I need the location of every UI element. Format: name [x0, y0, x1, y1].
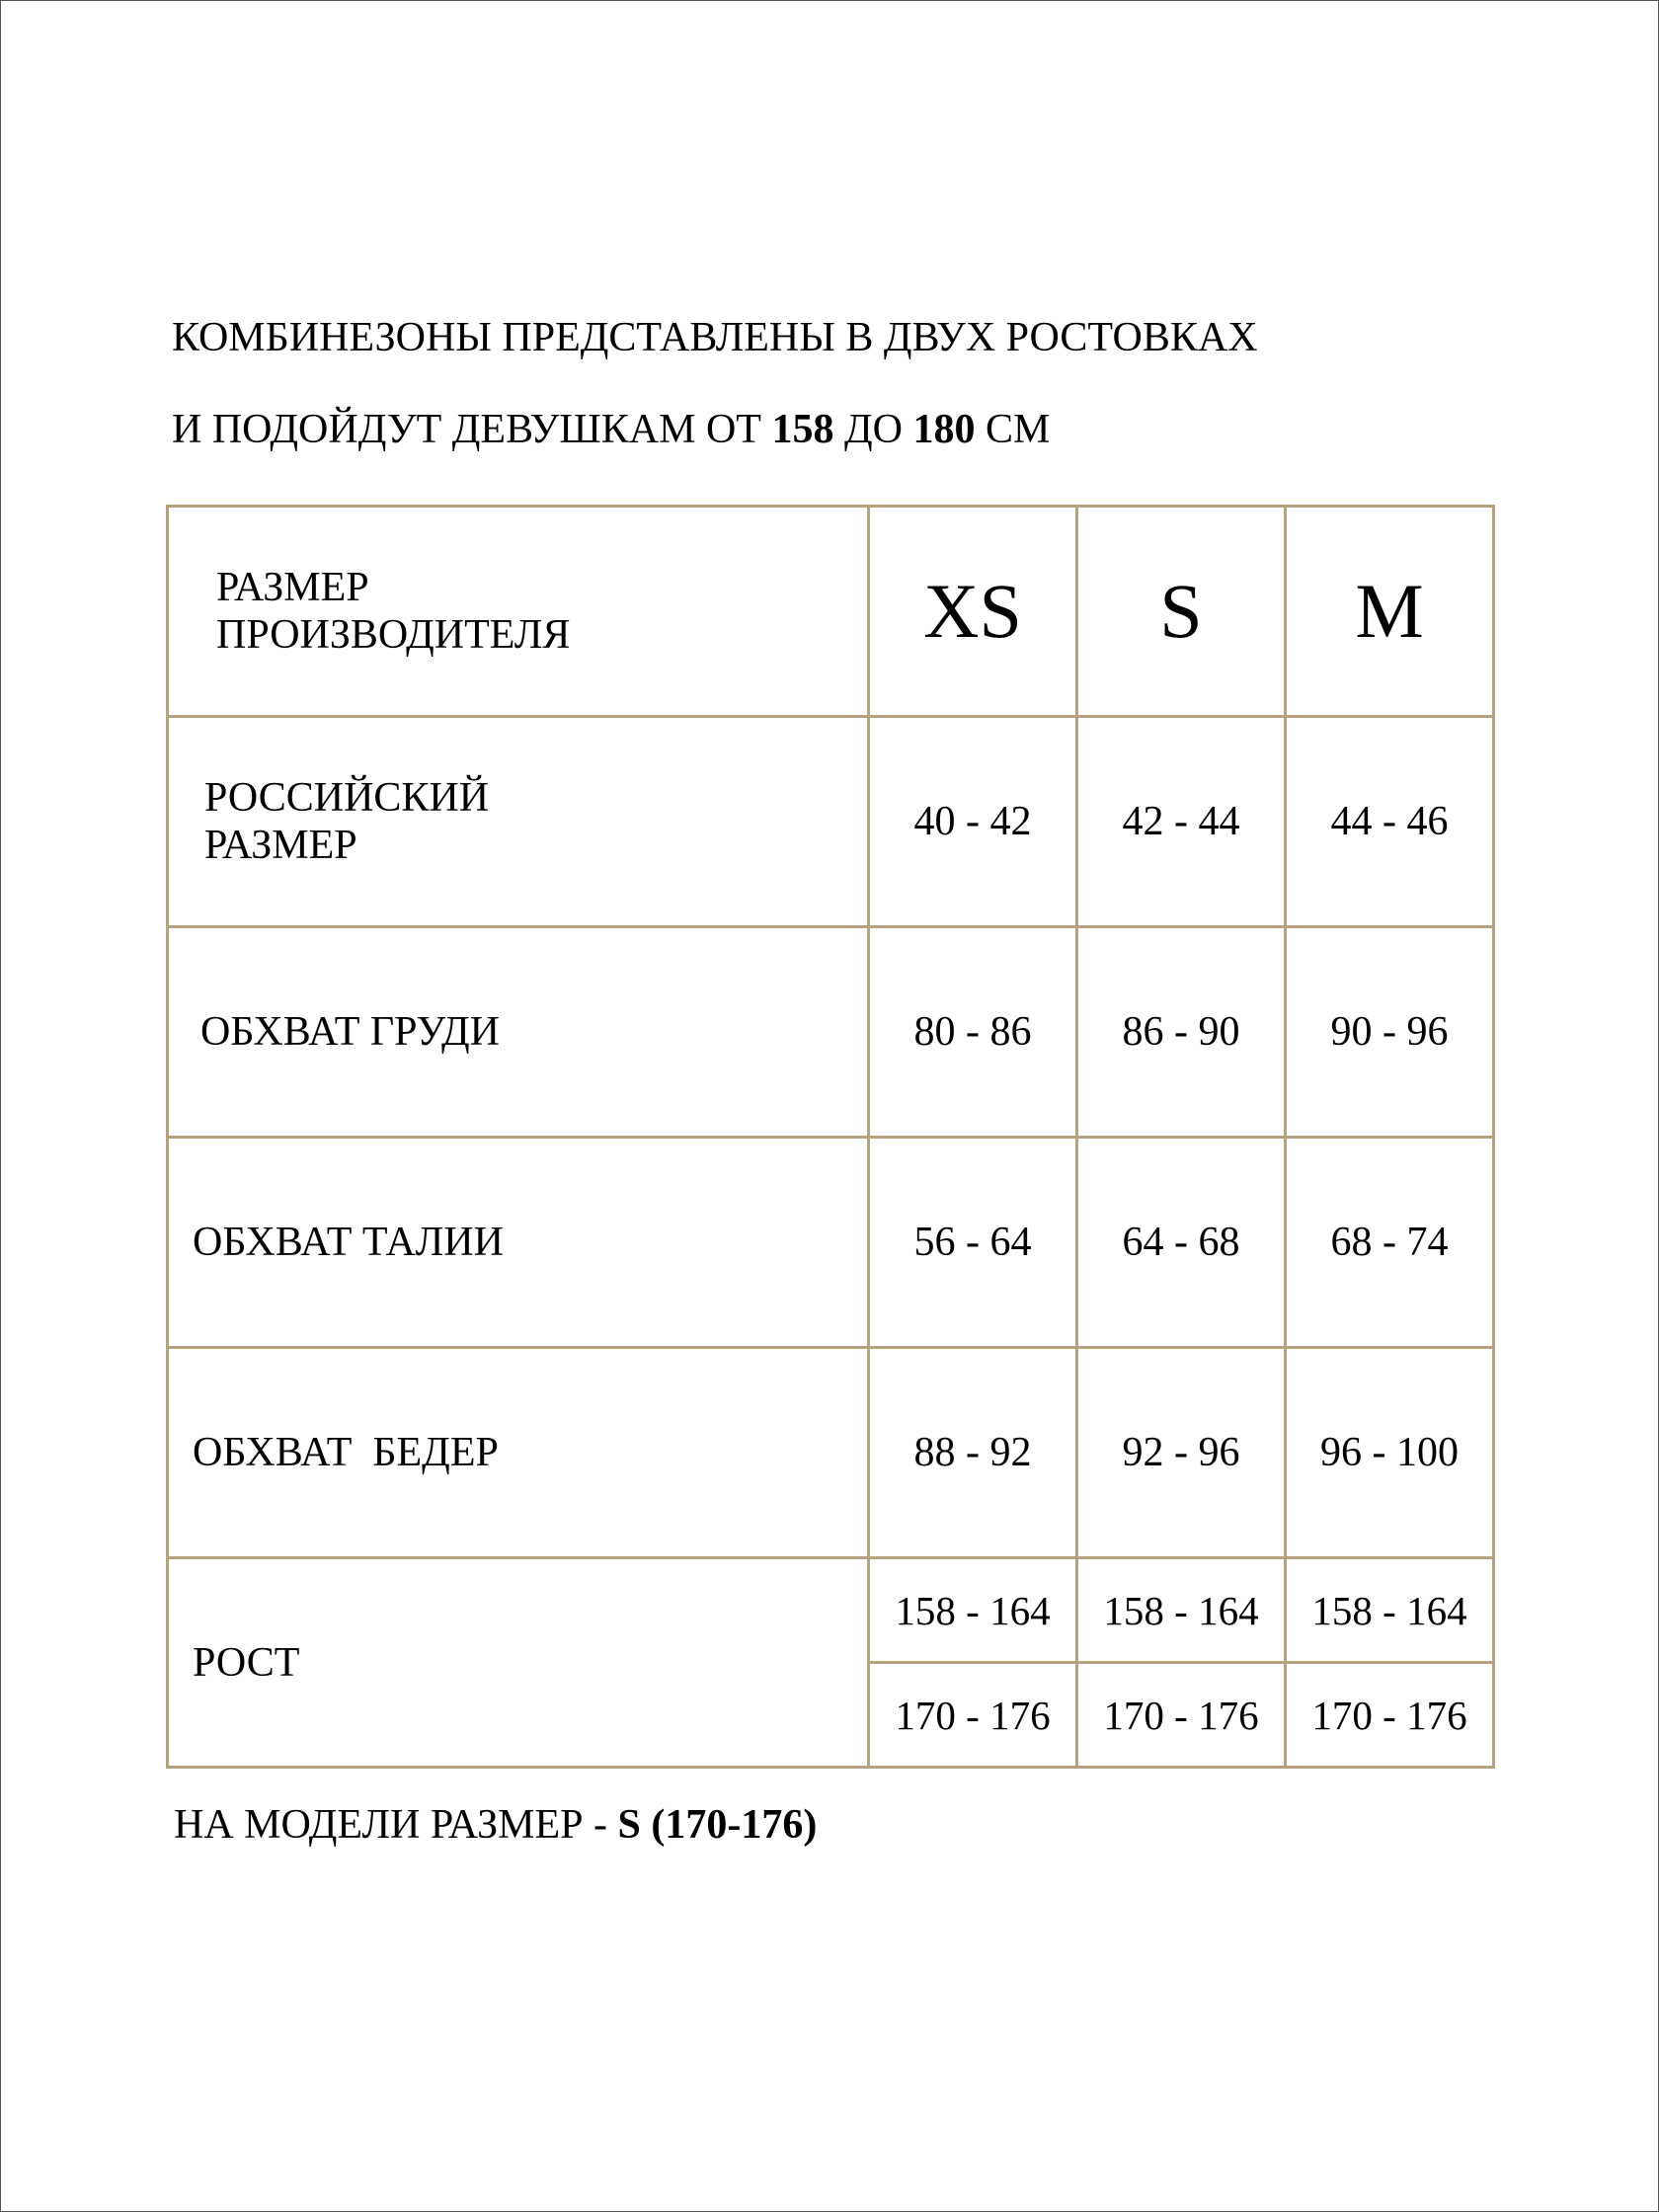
size-xs-header: XS: [869, 507, 1077, 717]
table-row-hips: [168, 1348, 1494, 1558]
height-short-m: 158 - 164: [1286, 1558, 1494, 1663]
table-row-chest: [168, 927, 1494, 1138]
chest-label: ОБХВАТ ГРУДИ: [200, 1009, 500, 1055]
hips-s: 92 - 96: [1077, 1348, 1286, 1558]
chest-m: 90 - 96: [1286, 927, 1494, 1138]
chest-s: 86 - 90: [1077, 927, 1286, 1138]
russian-size-label: [169, 774, 867, 869]
intro-line-2-mid: ДО: [833, 407, 913, 452]
russian-size-m: 44 - 46: [1286, 717, 1494, 927]
height-label-cell: [168, 1558, 869, 1768]
height-tall-xs: 170 - 176: [869, 1663, 1077, 1768]
table-row-height-short: [168, 1558, 1494, 1663]
russian-size-label-line-1: РОССИЙСКИЙ: [204, 775, 490, 821]
model-size-note: [174, 1800, 817, 1850]
hips-label-cell: [168, 1348, 869, 1558]
intro-line-2: [172, 405, 1050, 454]
russian-size-s: 42 - 44: [1077, 717, 1286, 927]
height-tall-m: 170 - 176: [1286, 1663, 1494, 1768]
header-label-cell: [168, 507, 869, 717]
model-size-prefix: НА МОДЕЛИ РАЗМЕР -: [174, 1802, 618, 1848]
model-size-value: S (170-176): [617, 1802, 818, 1848]
hips-m: 96 - 100: [1286, 1348, 1494, 1558]
russian-size-xs: 40 - 42: [869, 717, 1077, 927]
intro-line-2-prefix: И ПОДОЙДУТ ДЕВУШКАМ ОТ: [172, 407, 772, 452]
manufacturer-size-label: [169, 564, 867, 659]
waist-label: ОБХВАТ ТАЛИИ: [193, 1220, 504, 1265]
russian-size-label-cell: [168, 717, 869, 927]
size-table: [166, 505, 1495, 1769]
header-label-line-2: ПРОИЗВОДИТЕЛЯ: [216, 612, 571, 658]
chest-xs: 80 - 86: [869, 927, 1077, 1138]
table-header-row: [168, 507, 1494, 717]
waist-label-cell: [168, 1138, 869, 1348]
height-tall-s: 170 - 176: [1077, 1663, 1286, 1768]
height-label: РОСТ: [193, 1639, 300, 1686]
chest-label-cell: [168, 927, 869, 1138]
header-label-line-1: РАЗМЕР: [216, 565, 369, 610]
height-short-xs: 158 - 164: [869, 1558, 1077, 1663]
waist-s: 64 - 68: [1077, 1138, 1286, 1348]
intro-max-height: 180: [912, 407, 976, 452]
table-row-waist: [168, 1138, 1494, 1348]
height-short-s: 158 - 164: [1077, 1558, 1286, 1663]
intro-min-height: 158: [771, 407, 834, 452]
waist-xs: 56 - 64: [869, 1138, 1077, 1348]
intro-line-1: КОМБИНЕЗОНЫ ПРЕДСТАВЛЕНЫ В ДВУХ РОСТОВКАХ: [172, 315, 1258, 360]
size-s-header: S: [1077, 507, 1286, 717]
intro-line-2-suffix: СМ: [975, 407, 1051, 452]
hips-label: ОБХВАТ БЕДЕР: [193, 1430, 499, 1475]
russian-size-label-line-2: РАЗМЕР: [204, 823, 357, 868]
hips-xs: 88 - 92: [869, 1348, 1077, 1558]
size-m-header: M: [1286, 507, 1494, 717]
table-row-russian-size: [168, 717, 1494, 927]
waist-m: 68 - 74: [1286, 1138, 1494, 1348]
